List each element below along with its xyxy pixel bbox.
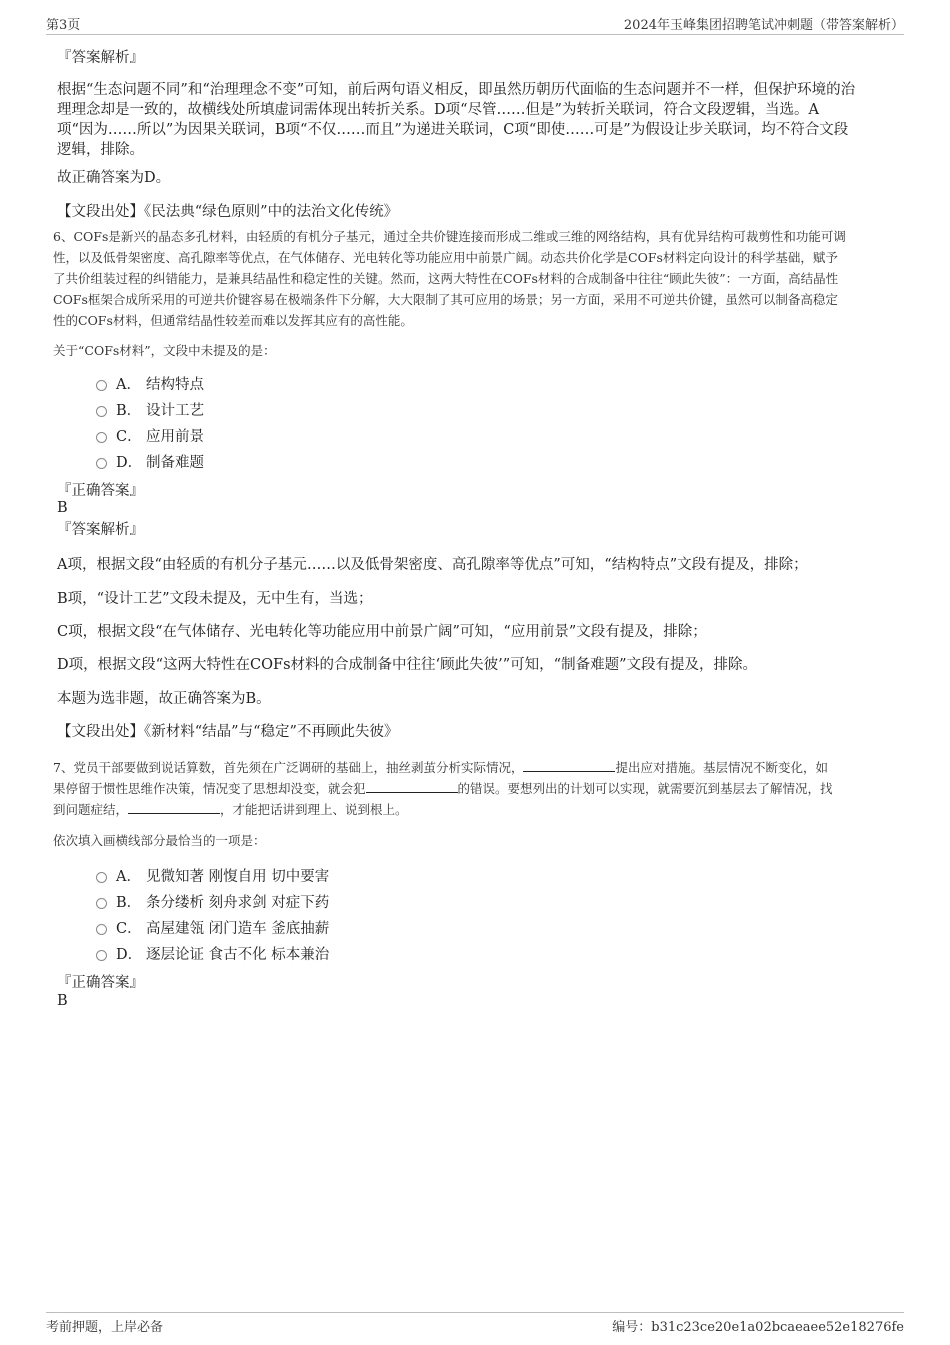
page-header [46, 14, 904, 35]
q6-stem-line: COFs框架合成所采用的可逆共价键容易在极端条件下分解，大大限制了其可应用的场景；另一方面，采用不可逆共价键，虽然可以制备高稳定 [53, 292, 838, 307]
fill-blank [366, 780, 458, 793]
option-letter: C． [116, 429, 142, 445]
q6-option-d[interactable] [96, 453, 204, 473]
page-number: 第3页 [46, 18, 81, 33]
q6-analysis-c: C项，根据文段“在气体储存、光电转化等功能应用中前景广阔”可知，“应用前景”文段有提及，排除； [57, 624, 707, 640]
q7-text: 到问题症结， [53, 802, 129, 817]
option-text: 条分缕析 刻舟求剑 对症下药 [146, 895, 330, 911]
option-text: 见微知著 刚愎自用 切中要害 [146, 869, 330, 885]
q7-stem [53, 757, 898, 820]
radio-icon[interactable] [96, 432, 107, 443]
q6-analysis-d: D项，根据文段“这两大特性在COFs材料的合成制备中往往‘顾此失彼’”可知，“制备难题”文段有提及，排除。 [57, 657, 757, 673]
q7-option-d[interactable] [96, 945, 329, 965]
q7-option-a[interactable] [96, 867, 329, 887]
fill-blank [523, 759, 615, 772]
option-letter: C． [116, 921, 142, 937]
option-letter: D． [116, 455, 143, 471]
radio-icon[interactable] [96, 898, 107, 909]
option-letter: A． [116, 869, 141, 885]
q5-analysis [57, 80, 897, 160]
q7-option-b[interactable] [96, 893, 329, 913]
radio-icon[interactable] [96, 924, 107, 935]
q6-stem-line: 6、COFs是新兴的晶态多孔材料，由轻质的有机分子基元，通过全共价键连接而形成二维或三维的网络结构，具有优异结构可裁剪性和功能可调 [53, 229, 846, 244]
q7-stem-line [53, 799, 898, 820]
q6-stem-line: 性的COFs材料，但通常结晶性较差而难以发挥其应有的高性能。 [53, 313, 413, 328]
q7-text: 果停留于惯性思维作决策，情况变了思想却没变，就会犯 [53, 781, 366, 796]
q6-analysis-b: B项，“设计工艺”文段未提及，无中生有，当选； [57, 591, 373, 607]
radio-icon[interactable] [96, 380, 107, 391]
option-text: 设计工艺 [146, 403, 204, 419]
q7-question: 依次填入画横线部分最恰当的一项是： [53, 833, 266, 848]
document-title: 2024年玉峰集团招聘笔试冲刺题（带答案解析） [623, 18, 904, 33]
q6-question: 关于“COFs材料”，文段中未提及的是： [53, 343, 276, 358]
q5-analysis-label: 『答案解析』 [57, 50, 144, 66]
fill-blank [128, 801, 220, 814]
option-letter: B． [116, 895, 142, 911]
q5-analysis-line: 理理念却是一致的，故横线处所填虚词需体现出转折关系。D项“尽管……但是”为转折关联词，符合文段逻辑，当选。A [57, 102, 819, 118]
q5-analysis-line: 项“因为……所以”为因果关联词，B项“不仅……而且”为递进关联词，C项“即使……可是”为假设让步关联词，均不符合文段 [57, 122, 849, 138]
q6-option-a[interactable] [96, 375, 204, 395]
q5-analysis-line: 逻辑，排除。 [57, 142, 144, 158]
q7-stem-line [53, 778, 898, 799]
document-id: 编号：b31c23ce20e1a02bcaeaee52e18276fe [612, 1320, 904, 1335]
radio-icon[interactable] [96, 872, 107, 883]
option-letter: A． [116, 377, 141, 393]
q6-option-b[interactable] [96, 401, 204, 421]
q7-text: 7、党员干部要做到说话算数，首先须在广泛调研的基础上，抽丝剥茧分析实际情况， [53, 760, 524, 775]
option-text: 结构特点 [146, 377, 204, 393]
page-footer [46, 1312, 904, 1335]
q5-conclusion: 故正确答案为D。 [57, 170, 171, 186]
q7-answer: B [57, 993, 68, 1009]
q7-text: ，才能把话讲到理上、说到根上。 [220, 802, 408, 817]
q7-option-c[interactable] [96, 919, 329, 939]
q6-conclusion: 本题为选非题，故正确答案为B。 [57, 691, 271, 707]
q6-stem-line: 性，以及低骨架密度、高孔隙率等优点，在气体储存、光电转化等功能应用中前景广阔。动态共价化学是COFs材料定向设计的科学基础，赋予 [53, 250, 838, 265]
q7-text: 的错误。要想列出的计划可以实现，就需要沉到基层去了解情况，找 [457, 781, 833, 796]
footer-slogan: 考前押题，上岸必备 [46, 1320, 164, 1335]
q6-source: 【文段出处】《新材料“结晶”与“稳定”不再顾此失彼》 [57, 724, 399, 740]
radio-icon[interactable] [96, 950, 107, 961]
q5-analysis-line: 根据“生态问题不同”和“治理理念不变”可知，前后两句语义相反，即虽然历朝历代面临的生态问题并不一样，但保护环境的治 [57, 82, 856, 98]
option-text: 高屋建瓴 闭门造车 釜底抽薪 [146, 921, 330, 937]
q6-stem [53, 226, 898, 331]
q6-analysis-label: 『答案解析』 [57, 522, 144, 538]
option-text: 应用前景 [146, 429, 204, 445]
q6-answer: B [57, 500, 68, 516]
radio-icon[interactable] [96, 458, 107, 469]
option-letter: D． [116, 947, 143, 963]
q6-stem-line: 了共价组装过程的纠错能力，是兼具结晶性和稳定性的关键。然而，这两大特性在COFs材料的合成制备中往往“顾此失彼”：一方面，高结晶性 [53, 271, 839, 286]
q7-stem-line [53, 757, 898, 778]
q7-text: 提出应对措施。基层情况不断变化，如 [615, 760, 828, 775]
q7-answer-label: 『正确答案』 [57, 975, 144, 991]
option-letter: B． [116, 403, 142, 419]
q6-answer-label: 『正确答案』 [57, 483, 144, 499]
option-text: 逐层论证 食古不化 标本兼治 [146, 947, 330, 963]
q6-option-c[interactable] [96, 427, 204, 447]
q5-source: 【文段出处】《民法典“绿色原则”中的法治文化传统》 [57, 204, 399, 220]
radio-icon[interactable] [96, 406, 107, 417]
q6-analysis-a: A项，根据文段“由轻质的有机分子基元……以及低骨架密度、高孔隙率等优点”可知，“结构特点”文段有提及，排除； [57, 557, 808, 573]
option-text: 制备难题 [146, 455, 204, 471]
